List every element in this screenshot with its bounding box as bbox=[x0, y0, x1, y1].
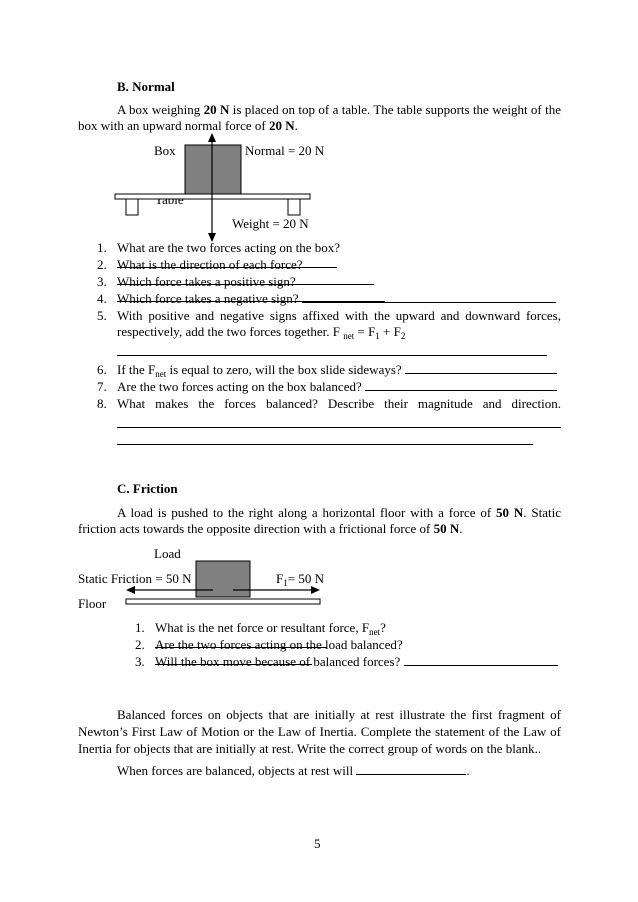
box-label: Box bbox=[154, 143, 176, 158]
answer-blank[interactable] bbox=[302, 291, 556, 303]
table-leg-left bbox=[126, 199, 138, 215]
question-item: 4. Which force takes a negative sign? bbox=[117, 291, 561, 308]
answer-blank[interactable] bbox=[405, 362, 557, 374]
answer-blank[interactable] bbox=[117, 433, 533, 445]
section-b-questions bbox=[97, 240, 561, 450]
answer-blank[interactable] bbox=[404, 654, 558, 666]
answer-blank[interactable] bbox=[117, 416, 561, 428]
normal-force-label: Normal = 20 N bbox=[245, 143, 325, 158]
normal-arrow-head bbox=[208, 133, 216, 142]
section-c-heading: C. Friction bbox=[117, 481, 178, 496]
answer-blank[interactable] bbox=[117, 344, 547, 356]
load-box-shape bbox=[196, 561, 250, 597]
section-c-intro: A load is pushed to the right along a horizontal floor with a force of 50 N. Static friction acts towards the opposite direction with a frictional force of 50 N. bbox=[78, 505, 561, 536]
load-label: Load bbox=[154, 546, 181, 561]
answer-blank[interactable] bbox=[365, 379, 557, 391]
inertia-statement: When forces are balanced, objects at rest will . bbox=[117, 763, 470, 778]
conclusion-paragraph: Balanced forces on objects that are initially at rest illustrate the first fragment of Newton’s First Law of Motion or the Law of Inertia. Complete the statement of the Law of Inertia for objects that are initially at rest. Write the correct group of words on the blank.. bbox=[78, 707, 561, 756]
question-item: 3. Will the box move because of balanced forces? bbox=[155, 654, 561, 671]
question-item: 2. What is the direction of each force? bbox=[117, 257, 561, 274]
box-shape bbox=[185, 145, 241, 194]
section-b-heading: B. Normal bbox=[117, 79, 175, 94]
inertia-answer-blank[interactable] bbox=[356, 763, 466, 775]
question-item: 1. What is the net force or resultant force, $F_{net}$? bbox=[155, 620, 561, 637]
table-leg-right bbox=[288, 199, 300, 215]
question-item: 6. If the $F_{net}$ is equal to zero, will the box slide sideways? bbox=[117, 362, 561, 379]
friction-arrow-head bbox=[126, 586, 135, 594]
floor-label: Floor bbox=[78, 596, 107, 611]
question-item: 5. With positive and negative signs affixed with the upward and downward forces, respectively, add the two forces together. F $_{net} = F_1 + F_2$ bbox=[117, 308, 561, 362]
question-item: 1. What are the two forces acting on the box? bbox=[117, 240, 561, 257]
question-item: 3. Which force takes a positive sign? bbox=[117, 274, 561, 291]
normal-force-diagram bbox=[110, 132, 320, 244]
page-number: 5 bbox=[314, 836, 321, 851]
friction-diagram bbox=[110, 558, 330, 610]
question-item: 8. What makes the forces balanced? Describe their magnitude and direction. bbox=[117, 396, 561, 450]
applied-arrow-head bbox=[311, 586, 320, 594]
section-b-intro: A box weighing 20 N is placed on top of a table. The table supports the weight of the box with an upward normal force of 20 N. bbox=[78, 102, 562, 133]
question-item: 2. Are the two forces acting on the load balanced? bbox=[155, 637, 561, 654]
weight-force-label: Weight = 20 N bbox=[232, 216, 309, 231]
static-friction-label: Static Friction = 50 N bbox=[78, 571, 192, 586]
applied-force-label: $F_1= 50$ N bbox=[276, 571, 324, 588]
section-c-questions bbox=[135, 620, 561, 671]
floor-shape bbox=[126, 599, 320, 604]
question-item: 7. Are the two forces acting on the box balanced? bbox=[117, 379, 561, 396]
